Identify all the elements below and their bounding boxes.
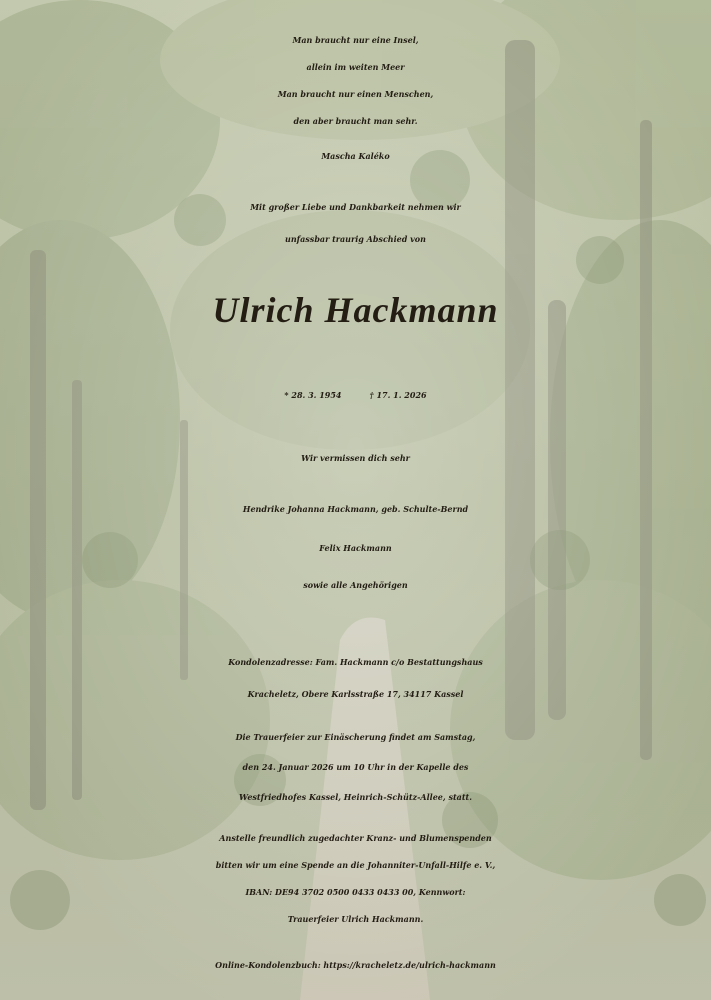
funeral-line: Westfriedhofes Kassel, Heinrich-Schütz-Allee, statt. bbox=[238, 792, 472, 802]
intro-line: unfassbar traurig Abschied von bbox=[285, 234, 426, 244]
online-condolence-book: Online-Kondolenzbuch: https://kracheletz.de/ulrich-hackmann bbox=[215, 960, 496, 970]
funeral-line: den 24. Januar 2026 um 10 Uhr in der Kapelle des bbox=[242, 762, 469, 772]
miss-line: Wir vermissen dich sehr bbox=[301, 453, 410, 463]
deceased-name: Ulrich Hackmann bbox=[212, 290, 499, 330]
donation-line: Trauerfeier Ulrich Hackmann. bbox=[287, 914, 424, 924]
death-date: † 17. 1. 2026 bbox=[369, 390, 427, 400]
donation-line: bitten wir um eine Spende an die Johanniter-Unfall-Hilfe e. V., bbox=[215, 860, 496, 870]
poem-line: Man braucht nur eine Insel, bbox=[292, 35, 419, 45]
address-line: Kondolenzadresse: Fam. Hackmann c/o Bestattungshaus bbox=[228, 657, 483, 667]
life-dates bbox=[0, 391, 711, 399]
funeral-line: Die Trauerfeier zur Einäscherung findet am Samstag, bbox=[235, 732, 476, 742]
intro-line: Mit großer Liebe und Dankbarkeit nehmen wir bbox=[250, 202, 461, 212]
poem-line: allein im weiten Meer bbox=[306, 62, 405, 72]
address-line: Kracheletz, Obere Karlsstraße 17, 34117 Kassel bbox=[247, 689, 464, 699]
family-line: sowie alle Angehörigen bbox=[303, 580, 408, 590]
poem-line: Man braucht nur einen Menschen, bbox=[277, 89, 434, 99]
birth-date: * 28. 3. 1954 bbox=[284, 390, 342, 400]
family-line: Hendrike Johanna Hackmann, geb. Schulte-Bernd bbox=[242, 504, 469, 514]
family-line: Felix Hackmann bbox=[319, 543, 392, 553]
poem-line: den aber braucht man sehr. bbox=[293, 116, 418, 126]
donation-line: Anstelle freundlich zugedachter Kranz- und Blumenspenden bbox=[219, 833, 492, 843]
poem-author: Mascha Kaléko bbox=[321, 151, 390, 161]
donation-line: IBAN: DE94 3702 0500 0433 0433 00, Kennwort: bbox=[245, 887, 466, 897]
